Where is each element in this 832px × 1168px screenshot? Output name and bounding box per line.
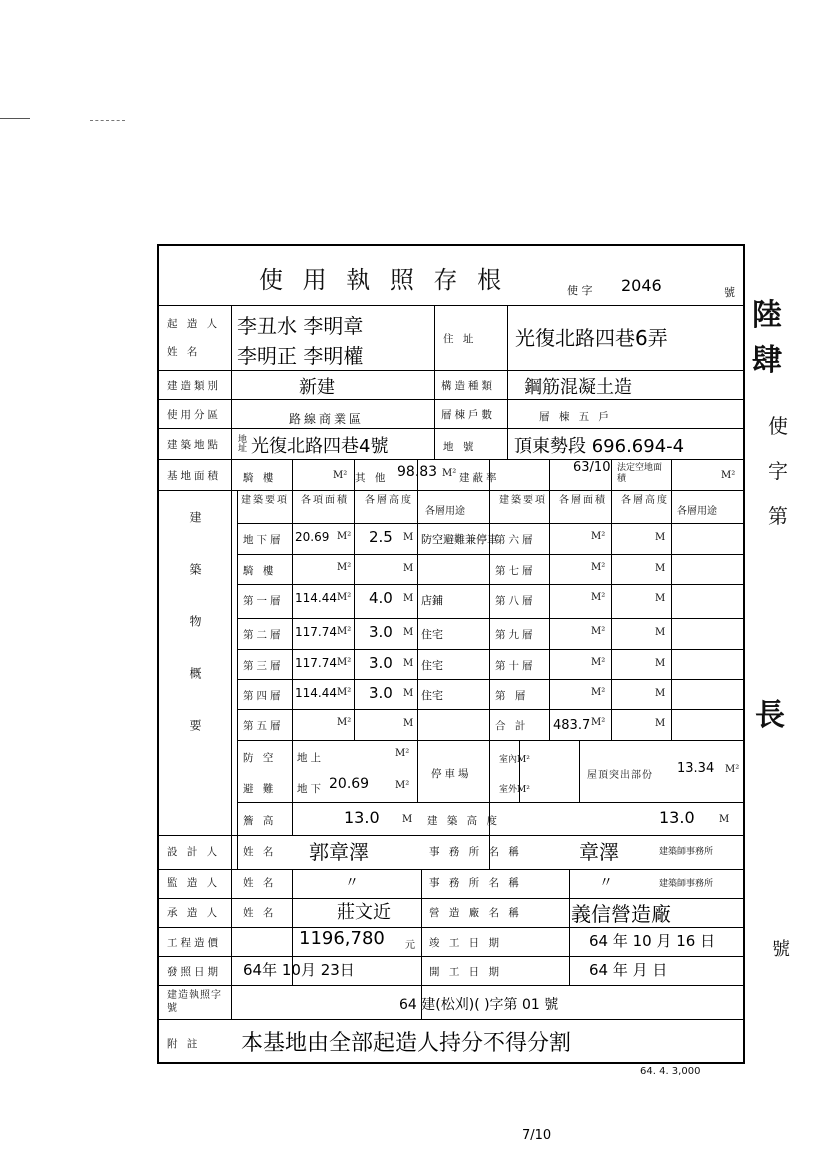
permit-prefix: 使 字 [567,284,593,297]
supervisor-name-label: 姓 名 [243,877,277,889]
floor-name: 第三層 [243,660,284,672]
roof-unit: M² [725,764,740,775]
lot-value: 頂東勢段 696.694-4 [514,436,685,457]
floors-units-value: 層 棟 五 戶 [539,411,613,423]
floor-name: 第七層 [495,565,536,577]
applicant-label: 起 造 人 [167,318,221,330]
floor-area-unit: M² [337,657,352,668]
form-title: 使 用 執 照 存 根 [259,266,508,294]
floor-height-unit: M [655,718,666,729]
contractor-name-label: 姓 名 [243,907,277,919]
floor-use: 防空避難兼停車 [421,533,498,546]
floor-area: 117.74 [295,625,337,639]
supervisor-label: 監 造 人 [167,877,221,889]
remarks-label: 附 註 [167,1038,201,1050]
supervisor-firm: 〃 [599,875,613,891]
scan-mark [0,118,30,119]
other-unit: M² [442,468,457,479]
building-height-value: 13.0 [659,808,695,827]
applicant-address: 光復北路四巷6弄 [515,326,668,350]
cost-unit: 元 [405,940,415,951]
eaves-value: 13.0 [344,808,380,827]
floor-name: 第五層 [243,720,284,732]
floor-height-unit: M [403,563,414,574]
roof-value: 13.34 [677,761,715,776]
floor-name: 第六層 [495,534,536,546]
designer-name-label: 姓 名 [243,846,277,858]
permit-number: 2046 [621,276,662,295]
total-area-value: 483.7 [553,718,591,733]
floor-area-unit: M² [591,657,606,668]
side-note-char: 使 [768,414,788,438]
scan-mark [90,120,125,121]
floor-height-unit: M [403,658,414,669]
completion-value: 64 年 10 月 16 日 [589,932,716,950]
floor-area-unit: M² [591,592,606,603]
below-ground-label: 地下 [297,783,324,795]
floor-area: 117.74 [295,656,337,670]
floor-height-unit: M [655,627,666,638]
legal-space-unit: M² [721,470,736,481]
permit-stub-form [157,244,745,1064]
col-header: 各層高度 [621,495,669,506]
start-date-label: 開 工 日 期 [429,966,503,978]
floor-area-unit: M² [337,717,352,728]
completion-label: 竣 工 日 期 [429,937,503,949]
arcade-unit: M² [333,470,348,481]
supervisor-name: 〃 [345,875,359,891]
floor-height-unit: M [403,627,414,638]
other-label: 其 他 [355,472,389,484]
site-label: 建築地點 [167,439,221,451]
floor-name: 第十層 [495,660,536,672]
floor-name: 第八層 [495,595,536,607]
zoning-label: 使用分區 [167,409,221,421]
col-header: 各層用途 [677,506,717,517]
floor-height: 3.0 [369,654,393,672]
floor-area-unit: M² [337,687,352,698]
side-note-char: 字 [768,459,788,483]
above-unit: M² [395,748,410,759]
col-header: 建築要項 [499,495,547,506]
structure-label: 構造種類 [441,380,495,392]
shelter-label: 防 空 [243,752,277,764]
col-header: 各層用途 [425,506,465,517]
floor-area-unit: M² [591,687,606,698]
floor-height-unit: M [655,658,666,669]
supervisor-firm-suffix: 建築師事務所 [659,879,714,889]
floor-area: 114.44 [295,686,337,700]
arcade-label: 騎 樓 [243,472,277,484]
contractor-label: 承 造 人 [167,907,221,919]
col-header: 各項面積 [301,495,349,506]
designer-label: 設 計 人 [167,846,221,858]
col-header: 各層高度 [365,495,413,506]
building-height-unit: M [719,814,730,825]
floor-height-unit: M [655,563,666,574]
floor-height: 3.0 [369,623,393,641]
designer-firm: 章澤 [579,840,619,864]
top-stamp [535,180,760,206]
floor-area-unit: M² [337,592,352,603]
designer-firm-label: 事 務 所 名 稱 [429,846,522,858]
col-header: 建築要項 [241,495,289,506]
start-date-value: 64 年 月 日 [589,961,668,979]
floor-use: 住宅 [421,659,443,672]
outdoor-label: 室外M² [499,785,530,795]
floor-area: 114.44 [295,591,337,605]
eaves-label: 簷 高 [243,815,277,827]
applicant-names-2: 李明正 李明權 [237,344,364,368]
floor-name: 第四層 [243,690,284,702]
floor-area-unit: M² [591,562,606,573]
floor-area-unit: M² [337,626,352,637]
floor-area-unit: M² [591,717,606,728]
floor-name: 第九層 [495,629,536,641]
building-type-label: 建造類別 [167,380,221,392]
coverage-value: 63/10 [573,460,611,475]
structure-value: 鋼筋混凝土造 [524,377,632,398]
floor-area-unit: M² [591,626,606,637]
contractor-firm: 義信營造廠 [571,902,671,926]
cost-label: 工程造價 [167,937,221,949]
floor-name: 合 計 [495,720,529,732]
indoor-label: 室內M² [499,755,530,765]
permit-ref-value: 64 建(松刈)( )字第 01 號 [399,997,559,1013]
area-label: 基地面積 [167,470,221,482]
coverage-label: 建蔽率 [459,472,500,484]
parking-label: 停車場 [431,768,472,780]
col-header: 各層面積 [559,495,607,506]
floor-height-unit: M [655,593,666,604]
floor-height: 2.5 [369,528,393,546]
floor-area-unit: M² [337,562,352,573]
cost-value: 1196,780 [299,928,385,949]
floor-use: 住宅 [421,689,443,702]
floor-area-unit: M² [337,531,352,542]
floor-name: 第一層 [243,595,284,607]
building-type-value: 新建 [299,377,335,398]
permit-suffix: 號 [724,286,735,299]
designer-name: 郭章澤 [309,840,369,864]
floor-height-unit: M [655,688,666,699]
page-mark: 7/10 [522,1128,552,1143]
side-note-char: 第 [768,504,788,528]
floor-name: 第二層 [243,629,284,641]
legal-space-label: 法定空地面積 [617,463,663,484]
floor-height-unit: M [655,532,666,543]
site-address-label: 地址 [236,434,246,452]
floor-use: 住宅 [421,628,443,641]
floors-section-label: 建築物概要 [188,511,202,771]
floor-height-unit: M [403,718,414,729]
building-height-label: 建 築 高 度 [427,815,501,827]
floor-height: 4.0 [369,589,393,607]
floor-name: 第 層 [495,690,529,702]
side-note-char: 陸 [752,298,782,333]
floors-units-label: 層棟戶數 [441,409,495,421]
site-address: 光復北路四巷4號 [251,436,389,457]
issue-date-value: 64年 10月 23日 [243,961,355,979]
eaves-unit: M [402,814,413,825]
floor-name: 騎 樓 [243,565,277,577]
remarks-value: 本基地由全部起造人持分不得分割 [241,1031,572,1056]
floor-use: 店鋪 [421,594,443,607]
contractor-firm-label: 營 造 廠 名 稱 [429,907,522,919]
side-note-char: 肆 [752,343,782,378]
address-label: 住 址 [443,333,477,345]
applicant-names-1: 李丑水 李明章 [237,314,364,338]
designer-firm-suffix: 建築師事務所 [659,847,714,857]
floor-height: 3.0 [369,684,393,702]
permit-ref-label: 建造執照字號 [167,990,222,1014]
above-ground-label: 地上 [297,752,324,764]
lot-label: 地 號 [443,441,477,453]
other-value: 98.83 [397,464,438,480]
issue-date-label: 發照日期 [167,966,221,978]
floor-height-unit: M [403,688,414,699]
floor-height-unit: M [403,532,414,543]
zoning-value: 路線商業區 [289,412,365,426]
floor-area-unit: M² [591,531,606,542]
supervisor-firm-label: 事 務 所 名 稱 [429,877,522,889]
applicant-name-label: 姓 名 [167,346,201,358]
side-note-char: 長 [755,698,785,733]
roof-label: 屋頂突出部份 [587,770,653,781]
print-note: 64. 4. 3,000 [640,1066,701,1077]
below-unit: M² [395,780,410,791]
floor-area: 20.69 [295,530,330,544]
shelter-label-2: 避 難 [243,783,277,795]
contractor-name: 莊文近 [337,902,391,923]
below-ground-value: 20.69 [329,776,370,792]
floor-height-unit: M [403,593,414,604]
floor-name: 地下層 [243,534,284,546]
side-note-char: 號 [772,939,790,960]
